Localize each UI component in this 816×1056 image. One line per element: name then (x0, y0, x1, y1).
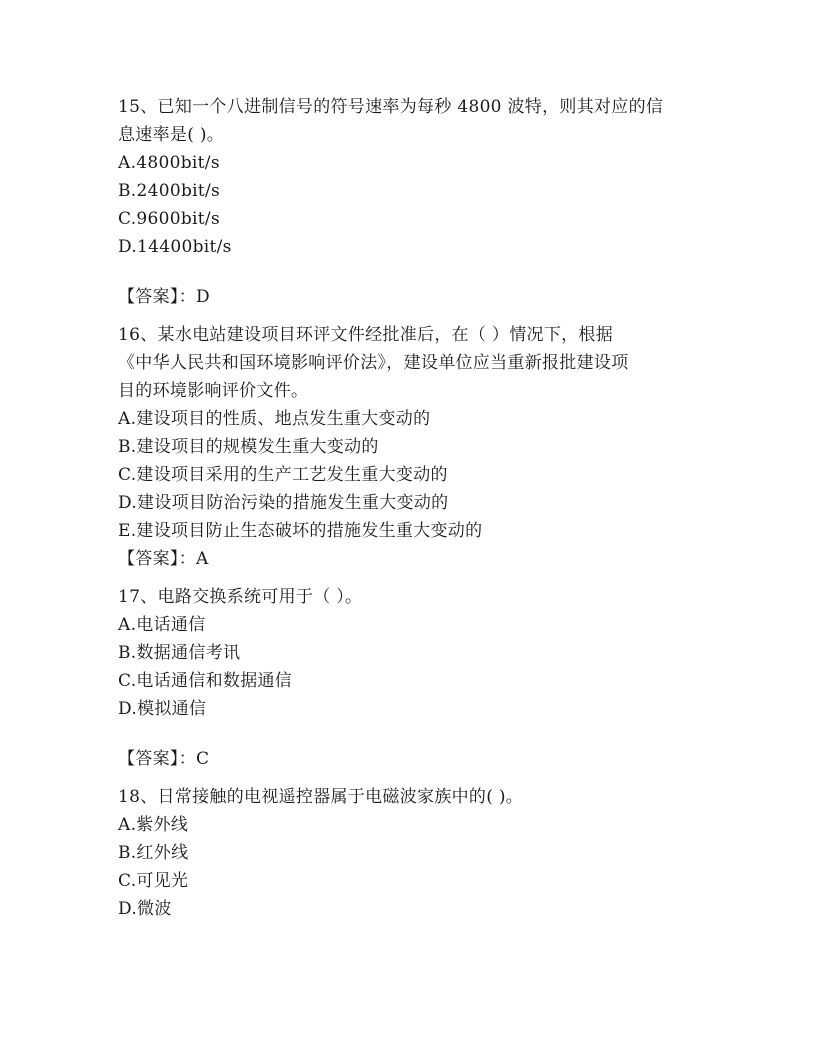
option-d: D.建设项目防治污染的措施发生重大变动的 (118, 493, 449, 513)
spacer (118, 723, 708, 745)
option-b: B.2400bit/s (118, 181, 221, 201)
option-b: B.数据通信考讯 (118, 643, 241, 663)
question-stem: 18、日常接触的电视遥控器属于电磁波家族中的( )。 (118, 787, 524, 807)
option-a: A.建设项目的性质、地点发生重大变动的 (118, 409, 431, 429)
question-18 (118, 783, 708, 923)
spacer (118, 773, 708, 783)
option-d: D.微波 (118, 899, 172, 919)
question-15 (118, 93, 708, 311)
answer-line: 【答案】：D (118, 287, 210, 307)
question-17 (118, 583, 708, 773)
option-e: E.建设项目防止生态破坏的措施发生重大变动的 (118, 521, 483, 541)
option-d: D.模拟通信 (118, 699, 207, 719)
answer-line: 【答案】：A (118, 549, 209, 569)
document-page (118, 93, 708, 923)
question-stem: 15、已知一个八进制信号的符号速率为每秒 4800 波特，则其对应的信 (118, 97, 664, 117)
option-c: C.电话通信和数据通信 (118, 671, 293, 691)
spacer (118, 311, 708, 321)
answer-line: 【答案】：C (118, 749, 210, 769)
question-stem: 目的环境影响评价文件。 (118, 381, 309, 401)
option-c: C.建设项目采用的生产工艺发生重大变动的 (118, 465, 448, 485)
spacer (118, 573, 708, 583)
question-stem: 17、电路交换系统可用于（ ）。 (118, 587, 363, 607)
option-b: B.建设项目的规模发生重大变动的 (118, 437, 379, 457)
option-a: A.4800bit/s (118, 153, 220, 173)
option-a: A.电话通信 (118, 615, 206, 635)
question-stem: 16、某水电站建设项目环评文件经批准后，在（ ）情况下，根据 (118, 325, 614, 345)
question-16 (118, 321, 708, 573)
option-d: D.14400bit/s (118, 237, 232, 257)
question-stem: 《中华人民共和国环境影响评价法》，建设单位应当重新报批建设项 (118, 353, 629, 373)
option-c: C.9600bit/s (118, 209, 220, 229)
option-b: B.红外线 (118, 843, 189, 863)
question-stem: 息速率是( )。 (118, 125, 225, 145)
spacer (118, 261, 708, 283)
option-a: A.紫外线 (118, 815, 189, 835)
option-c: C.可见光 (118, 871, 189, 891)
